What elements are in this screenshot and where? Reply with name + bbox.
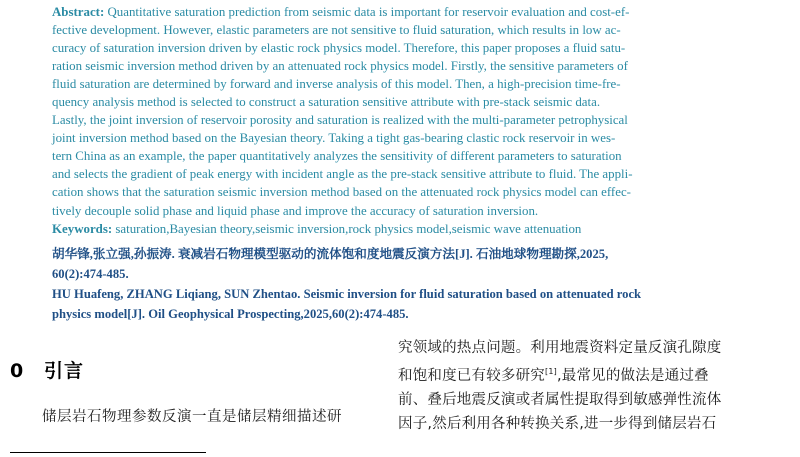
citation-english (52, 285, 742, 324)
abstract-label: Abstract: (52, 5, 105, 19)
citation-superscript: [1] (545, 367, 557, 377)
abstract-line: tern China as an example, the paper quantitatively analyzes the sensitivity of different parameters to saturation (52, 149, 622, 164)
abstract-block (52, 3, 738, 238)
keywords-text: saturation,Bayesian theory,seismic inversion,rock physics model,seismic wave attenuation (115, 221, 582, 236)
body-line: 因子,然后利用各种转换关系,进一步得到储层岩石 (398, 416, 717, 433)
abstract-line: ration seismic inversion method driven by an attenuated rock physics model. Firstly, the sensitive parameters of (52, 59, 628, 74)
citation-chinese (52, 245, 742, 284)
section-title: 引言 (44, 360, 85, 382)
abstract-line: fective development. However, elastic parameters are not sensitive to fluid saturation, which results in low ac- (52, 23, 621, 38)
abstract-line: curacy of saturation inversion driven by elastic rock physics model. Therefore, this paper proposes a fluid satu- (52, 41, 626, 56)
keywords-line (52, 220, 738, 238)
abstract-line: quency analysis method is selected to construct a saturation sensitive attribute with pre-stack seismic data. (52, 95, 601, 110)
body-line: 究领域的热点问题。利用地震资料定量反演孔隙度 (398, 340, 722, 356)
body-column-left (42, 405, 372, 429)
citation-line: physics model[J]. Oil Geophysical Prospecting,2025,60(2):474-485. (52, 306, 409, 321)
keywords-label: Keywords: (52, 221, 113, 236)
citation-line: HU Huafeng, ZHANG Liqiang, SUN Zhentao. Seismic inversion for fluid saturation based on attenuated rock (52, 287, 642, 301)
abstract-line: tively decouple solid phase and liquid phase and improve the accuracy of saturation inversion. (52, 203, 539, 218)
abstract-line: Abstract: Quantitative saturation prediction from seismic data is important for reservoir evaluation and cost-ef- (52, 5, 630, 19)
section-heading (10, 356, 84, 383)
abstract-line: fluid saturation are determined by forward and inverse analysis of this model. Then, a high-precision time-fre- (52, 77, 621, 92)
body-column-right (398, 336, 774, 437)
body-line: 前、叠后地震反演或者属性提取得到敏感弹性流体 (398, 392, 722, 409)
section-number: 0 (10, 360, 25, 382)
abstract-line: cation shows that the saturation seismic inversion method based on the attenuated rock physics model can effec- (52, 185, 631, 200)
body-line: 和饱和度已有较多研究[1],最常见的做法是通过叠 (398, 367, 709, 385)
abstract-line: and selects the gradient of peak energy with incident angle as the pre-stack sensitive attribute to fluid. The appli- (52, 167, 633, 182)
citation-line: 胡华锋,张立强,孙振涛. 衰减岩石物理模型驱动的流体饱和度地震反演方法[J]. 石油地球物理勘探,2025, (52, 247, 609, 261)
abstract-line: joint inversion method based on the Bayesian theory. Taking a tight gas-bearing clastic rock reservoir in wes- (52, 131, 616, 146)
abstract-line: Lastly, the joint inversion of reservoir porosity and saturation is realized with the multi-parameter petrophysical (52, 113, 628, 128)
body-line: 储层岩石物理参数反演一直是储层精细描述研 (42, 409, 342, 425)
citation-line: 60(2):474-485. (52, 266, 129, 281)
footnote-divider (10, 452, 206, 453)
